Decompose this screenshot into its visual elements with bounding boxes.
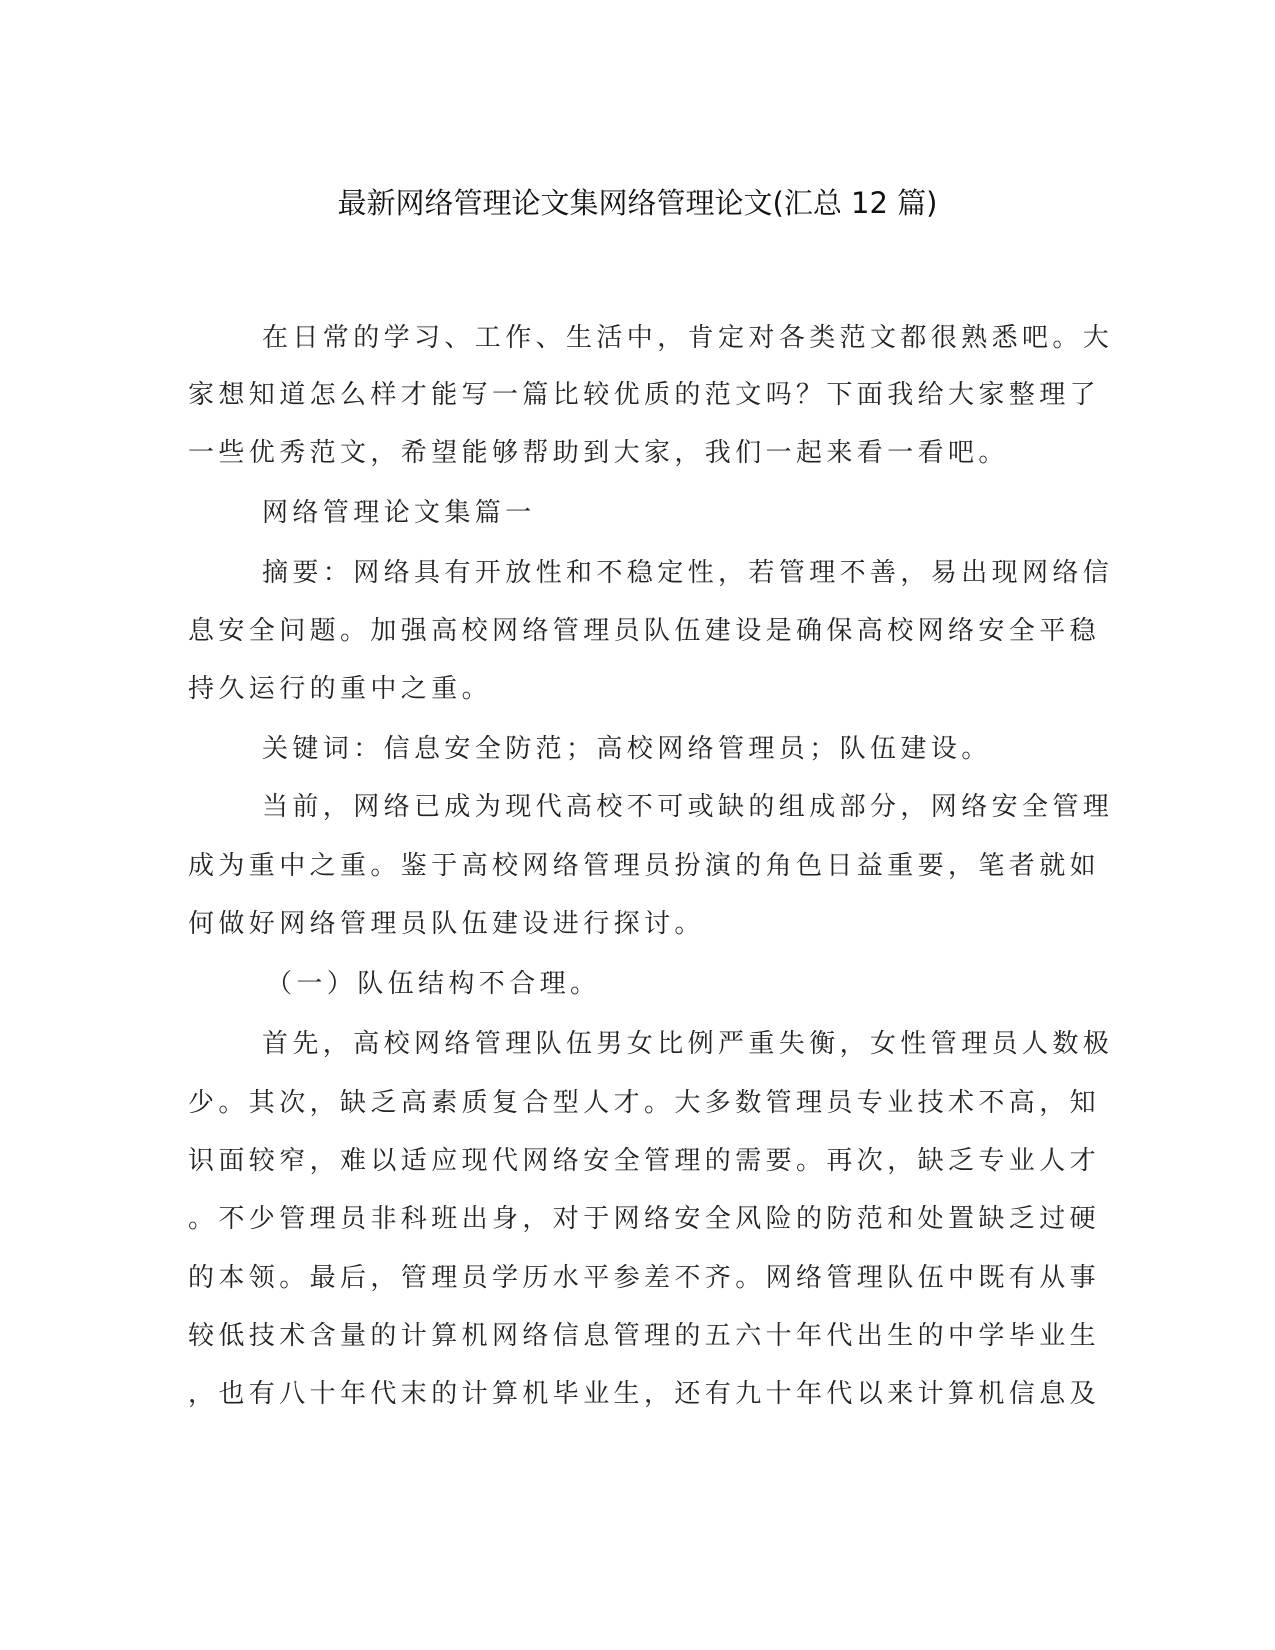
paragraph-line: 在日常的学习、工作、生活中，肯定对各类范文都很熟悉吧。大 bbox=[262, 323, 1114, 353]
paragraph-line: 息安全问题。加强高校网络管理员队伍建设是确保高校网络安全平稳 bbox=[188, 616, 1101, 646]
paragraph-line: 持久运行的重中之重。 bbox=[188, 674, 493, 704]
keywords-line: 关键词：信息安全防范；高校网络管理员；队伍建设。 bbox=[262, 734, 992, 764]
paragraph-line: 的本领。最后，管理员学历水平参差不齐。网络管理队伍中既有从事 bbox=[188, 1263, 1101, 1293]
paragraph-line: 当前，网络已成为现代高校不可或缺的组成部分，网络安全管理 bbox=[262, 792, 1114, 822]
paragraph-line: 成为重中之重。鉴于高校网络管理员扮演的角色日益重要，笔者就如 bbox=[188, 851, 1101, 881]
subheading: （一）队伍结构不合理。 bbox=[266, 969, 601, 999]
section-heading: 网络管理论文集篇一 bbox=[262, 498, 536, 528]
paragraph-line: 首先，高校网络管理队伍男女比例严重失衡，女性管理员人数极 bbox=[262, 1029, 1114, 1059]
paragraph-line: 家想知道怎么样才能写一篇比较优质的范文吗？下面我给大家整理了 bbox=[188, 380, 1101, 410]
paragraph-line: 一些优秀范文，希望能够帮助到大家，我们一起来看一看吧。 bbox=[188, 438, 1009, 468]
paragraph-line: 何做好网络管理员队伍建设进行探讨。 bbox=[188, 909, 705, 939]
paragraph-line: 识面较窄，难以适应现代网络安全管理的需要。再次，缺乏专业人才 bbox=[188, 1146, 1101, 1176]
paragraph-line: 少。其次，缺乏高素质复合型人才。大多数管理员专业技术不高，知 bbox=[188, 1088, 1101, 1118]
paragraph-line: ，也有八十年代末的计算机毕业生，还有九十年代以来计算机信息及 bbox=[188, 1379, 1101, 1409]
paragraph-line: 。不少管理员非科班出身，对于网络安全风险的防范和处置缺乏过硬 bbox=[188, 1204, 1101, 1234]
paragraph-line: 摘要：网络具有开放性和不稳定性，若管理不善，易出现网络信 bbox=[262, 558, 1114, 588]
paragraph-line: 较低技术含量的计算机网络信息管理的五六十年代出生的中学毕业生 bbox=[188, 1321, 1101, 1351]
document-title: 最新网络管理论文集网络管理论文(汇总 12 篇) bbox=[337, 186, 938, 220]
